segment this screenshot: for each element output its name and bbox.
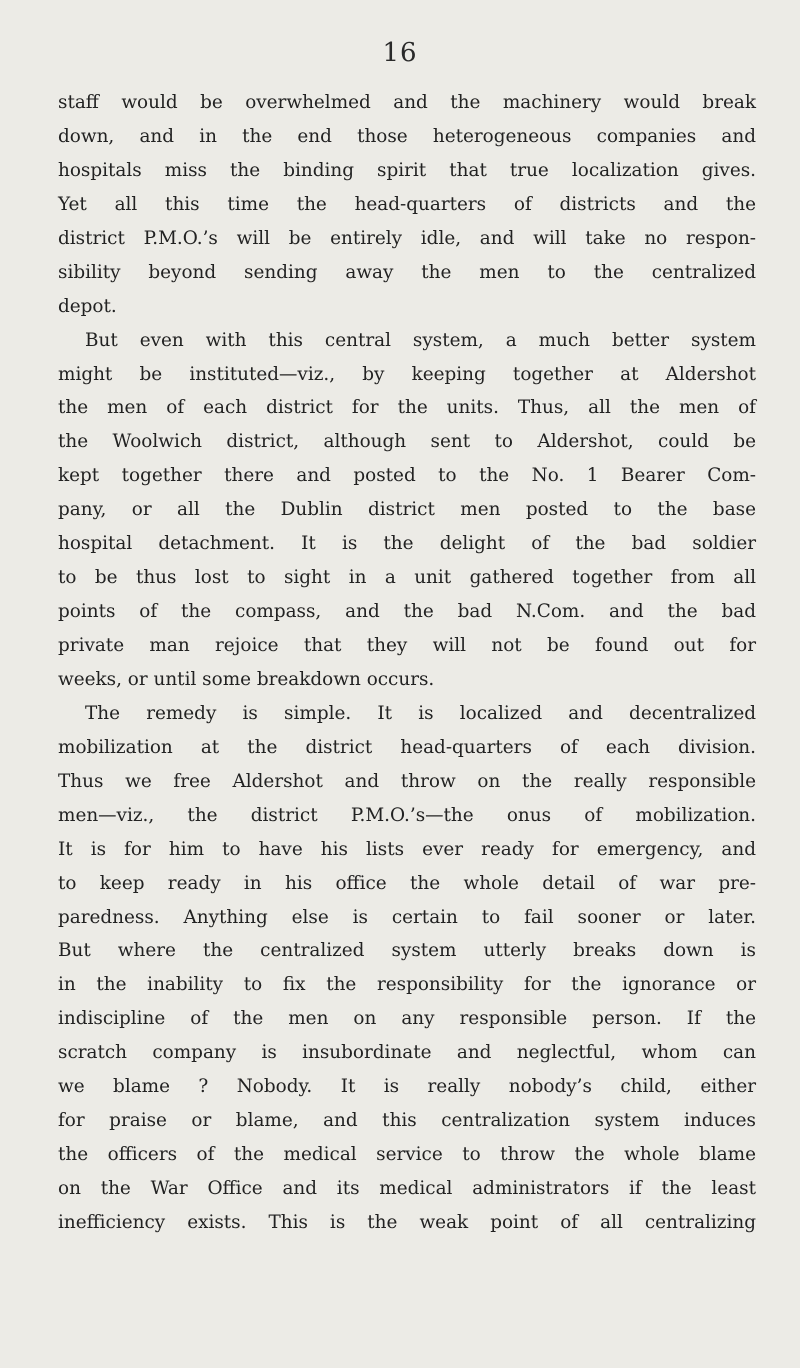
text-line: paredness. Anything else is certain to fail sooner or later.: [58, 906, 756, 928]
text-line: hospital detachment. It is the delight of the bad soldier: [58, 533, 756, 555]
text-line: kept together there and posted to the No. 1 Bearer Com-: [58, 465, 756, 487]
text-line: private man rejoice that they will not be found out for: [58, 635, 756, 656]
text-line: indiscipline of the men on any responsible person. If the: [58, 1008, 756, 1030]
text-line: to keep ready in his office the whole detail of war pre-: [58, 872, 756, 894]
text-line: to be thus lost to sight in a unit gathered together from all: [58, 567, 756, 589]
page-number: 16: [382, 38, 418, 68]
text-line: district P.M.O.’s will be entirely idle, and will take no respon-: [58, 227, 756, 249]
text-line: the officers of the medical service to throw the whole blame: [58, 1144, 756, 1166]
text-line: down, and in the end those heterogeneous companies and: [58, 125, 756, 147]
text-line: mobilization at the district head-quarters of each division.: [58, 736, 756, 758]
body-text: [58, 86, 756, 1240]
text-line: the men of each district for the units. Thus, all the men of: [58, 397, 756, 419]
text-line: It is for him to have his lists ever ready for emergency, and: [58, 838, 756, 860]
text-line: But even with this central system, a much better system: [85, 329, 756, 351]
text-line: inefficiency exists. This is the weak point of all centralizing: [58, 1211, 756, 1233]
text-line: we blame ? Nobody. It is really nobody’s child, either: [58, 1076, 756, 1098]
text-line: in the inability to fix the responsibility for the ignorance or: [58, 974, 756, 996]
text-line: staff would be overwhelmed and the machinery would break: [58, 92, 756, 113]
text-line: the Woolwich district, although sent to Aldershot, could be: [58, 431, 756, 453]
text-line: sibility beyond sending away the men to the centralized: [58, 261, 756, 283]
text-line: Yet all this time the head-quarters of districts and the: [58, 193, 756, 215]
text-line: on the War Office and its medical administrators if the least: [58, 1178, 756, 1199]
text-line: men—viz., the district P.M.O.’s—the onus of mobilization.: [58, 804, 756, 826]
text-line: weeks, or until some breakdown occurs.: [58, 668, 435, 690]
text-line: for praise or blame, and this centralization system induces: [58, 1110, 756, 1132]
text-line: hospitals miss the binding spirit that true localization gives.: [58, 159, 756, 181]
text-line: scratch company is insubordinate and neglectful, whom can: [58, 1042, 756, 1064]
text-line: depot.: [58, 295, 117, 317]
text-line: Thus we free Aldershot and throw on the really responsible: [58, 770, 756, 792]
text-line: pany, or all the Dublin district men posted to the base: [58, 499, 756, 521]
text-line: But where the centralized system utterly breaks down is: [58, 940, 756, 962]
text-line: points of the compass, and the bad N.Com. and the bad: [58, 601, 756, 623]
text-line: The remedy is simple. It is localized and decentralized: [85, 702, 756, 724]
text-line: might be instituted—viz., by keeping together at Aldershot: [58, 363, 756, 385]
